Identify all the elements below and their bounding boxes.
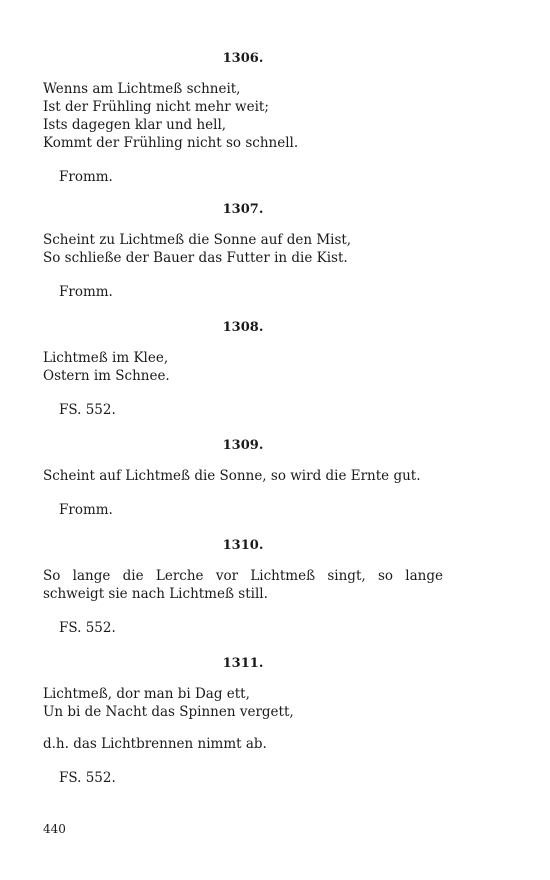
entry-number: 1308.	[222, 320, 264, 335]
entry-1307	[43, 201, 443, 301]
entry-text: Scheint auf Lichtmeß die Sonne, so wird die Ernte gut.	[43, 468, 421, 484]
entry-1310	[43, 537, 443, 637]
entry-source: Fromm.	[59, 502, 113, 518]
entry-text: So lange die Lerche vor Lichtmeß singt, so lange schweigt sie nach Lichtmeß still.	[43, 568, 443, 602]
entry-number: 1307.	[222, 202, 264, 217]
entry-number: 1306.	[222, 51, 264, 66]
entry-number: 1311.	[222, 656, 264, 671]
entry-1308	[43, 319, 443, 419]
entry-1306	[43, 50, 443, 186]
entry-text: Wenns am Lichtmeß schneit, Ist der Frühling nicht mehr weit; Ists dagegen klar und hell, Kommt der Frühling nicht so schnell.	[43, 81, 299, 151]
entry-source: Fromm.	[59, 169, 113, 185]
entry-source: FS. 552.	[59, 402, 116, 418]
entry-source: FS. 552.	[59, 770, 116, 786]
page-number: 440	[43, 822, 66, 836]
entry-text: Lichtmeß, dor man bi Dag ett, Un bi de Nacht das Spinnen vergett,	[43, 686, 294, 720]
entry-number: 1310.	[222, 538, 264, 553]
entry-note: d.h. das Lichtbrennen nimmt ab.	[43, 736, 267, 752]
entry-text: Lichtmeß im Klee, Ostern im Schnee.	[43, 350, 170, 384]
entry-number: 1309.	[222, 438, 264, 453]
entry-source: FS. 552.	[59, 620, 116, 636]
entry-text: Scheint zu Lichtmeß die Sonne auf den Mist, So schließe der Bauer das Futter in die Kist.	[43, 232, 352, 266]
entry-1309	[43, 437, 443, 519]
entry-source: Fromm.	[59, 284, 113, 300]
entry-1311	[43, 655, 443, 787]
